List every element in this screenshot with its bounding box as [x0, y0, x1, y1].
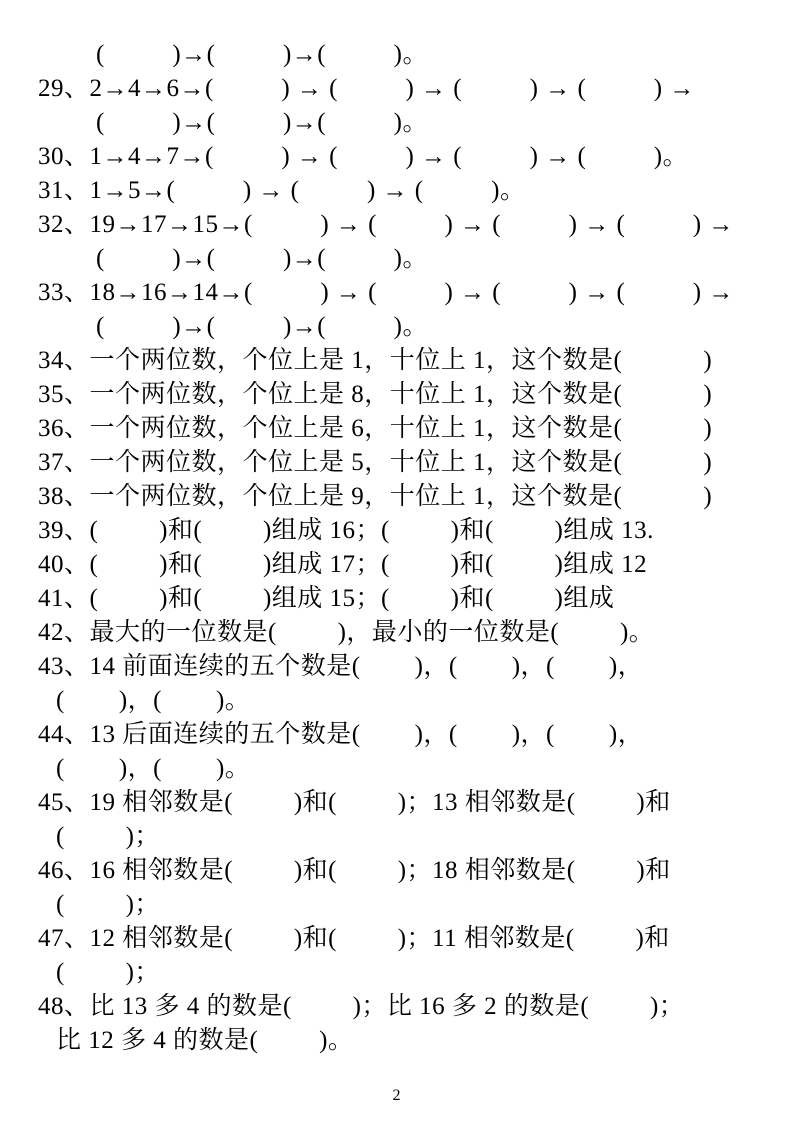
question-line-33: 33、18→16→14→( ) → ( ) → ( ) → ( ) → [38, 279, 734, 306]
question-line-39: 39、( )和( )组成 16；( )和( )组成 13. [38, 517, 654, 544]
question-line-34: 34、一个两位数，个位上是 1，十位上 1，这个数是( ) [38, 347, 713, 374]
question-33-continuation-line: ( )→( )→( )。 [96, 313, 428, 340]
question-line-31: 31、1→5→( ) → ( ) → ( )。 [38, 177, 526, 204]
question-line-32: 32、19→17→15→( ) → ( ) → ( ) → ( ) → [38, 211, 734, 238]
question-line-43: 43、14 前面连续的五个数是( )，( )，( )， [38, 653, 644, 680]
question-line-46: 46、16 相邻数是( )和( )；18 相邻数是( )和 [38, 857, 671, 884]
question-29-continuation-line: ( )→( )→( )。 [96, 109, 428, 136]
question-line-37: 37、一个两位数，个位上是 5，十位上 1，这个数是( ) [38, 449, 713, 476]
question-43-continuation-line: ( )，( )。 [56, 687, 251, 714]
question-line-36: 36、一个两位数，个位上是 6，十位上 1，这个数是( ) [38, 415, 713, 442]
question-line-35: 35、一个两位数，个位上是 8，十位上 1，这个数是( ) [38, 381, 713, 408]
question-47-continuation-line: ( )； [56, 959, 160, 986]
question-44-continuation-line: ( )，( )。 [56, 755, 251, 782]
question-28-continuation-line: ( )→( )→( )。 [96, 41, 428, 68]
question-32-continuation-line: ( )→( )→( )。 [96, 245, 428, 272]
question-line-38: 38、一个两位数，个位上是 9，十位上 1，这个数是( ) [38, 483, 713, 510]
question-line-45: 45、19 相邻数是( )和( )；13 相邻数是( )和 [38, 789, 671, 816]
question-line-29: 29、2→4→6→( ) → ( ) → ( ) → ( ) → [38, 75, 695, 102]
question-line-47: 47、12 相邻数是( )和( )；11 相邻数是( )和 [38, 925, 670, 952]
question-line-41: 41、( )和( )组成 15；( )和( )组成 [38, 585, 615, 612]
question-48-continuation-line: 比 12 多 4 的数是( )。 [56, 1027, 354, 1054]
question-line-48: 48、比 13 多 4 的数是( )；比 16 多 2 的数是( )； [38, 993, 685, 1020]
question-line-30: 30、1→4→7→( ) → ( ) → ( ) → ( )。 [38, 143, 689, 170]
question-line-42: 42、最大的一位数是( )，最小的一位数是( )。 [38, 619, 655, 646]
question-45-continuation-line: ( )； [56, 823, 160, 850]
question-line-40: 40、( )和( )组成 17；( )和( )组成 12 [38, 551, 648, 578]
question-46-continuation-line: ( )； [56, 891, 160, 918]
question-line-44: 44、13 后面连续的五个数是( )，( )，( )， [38, 721, 644, 748]
page-number: 2 [392, 1087, 401, 1104]
